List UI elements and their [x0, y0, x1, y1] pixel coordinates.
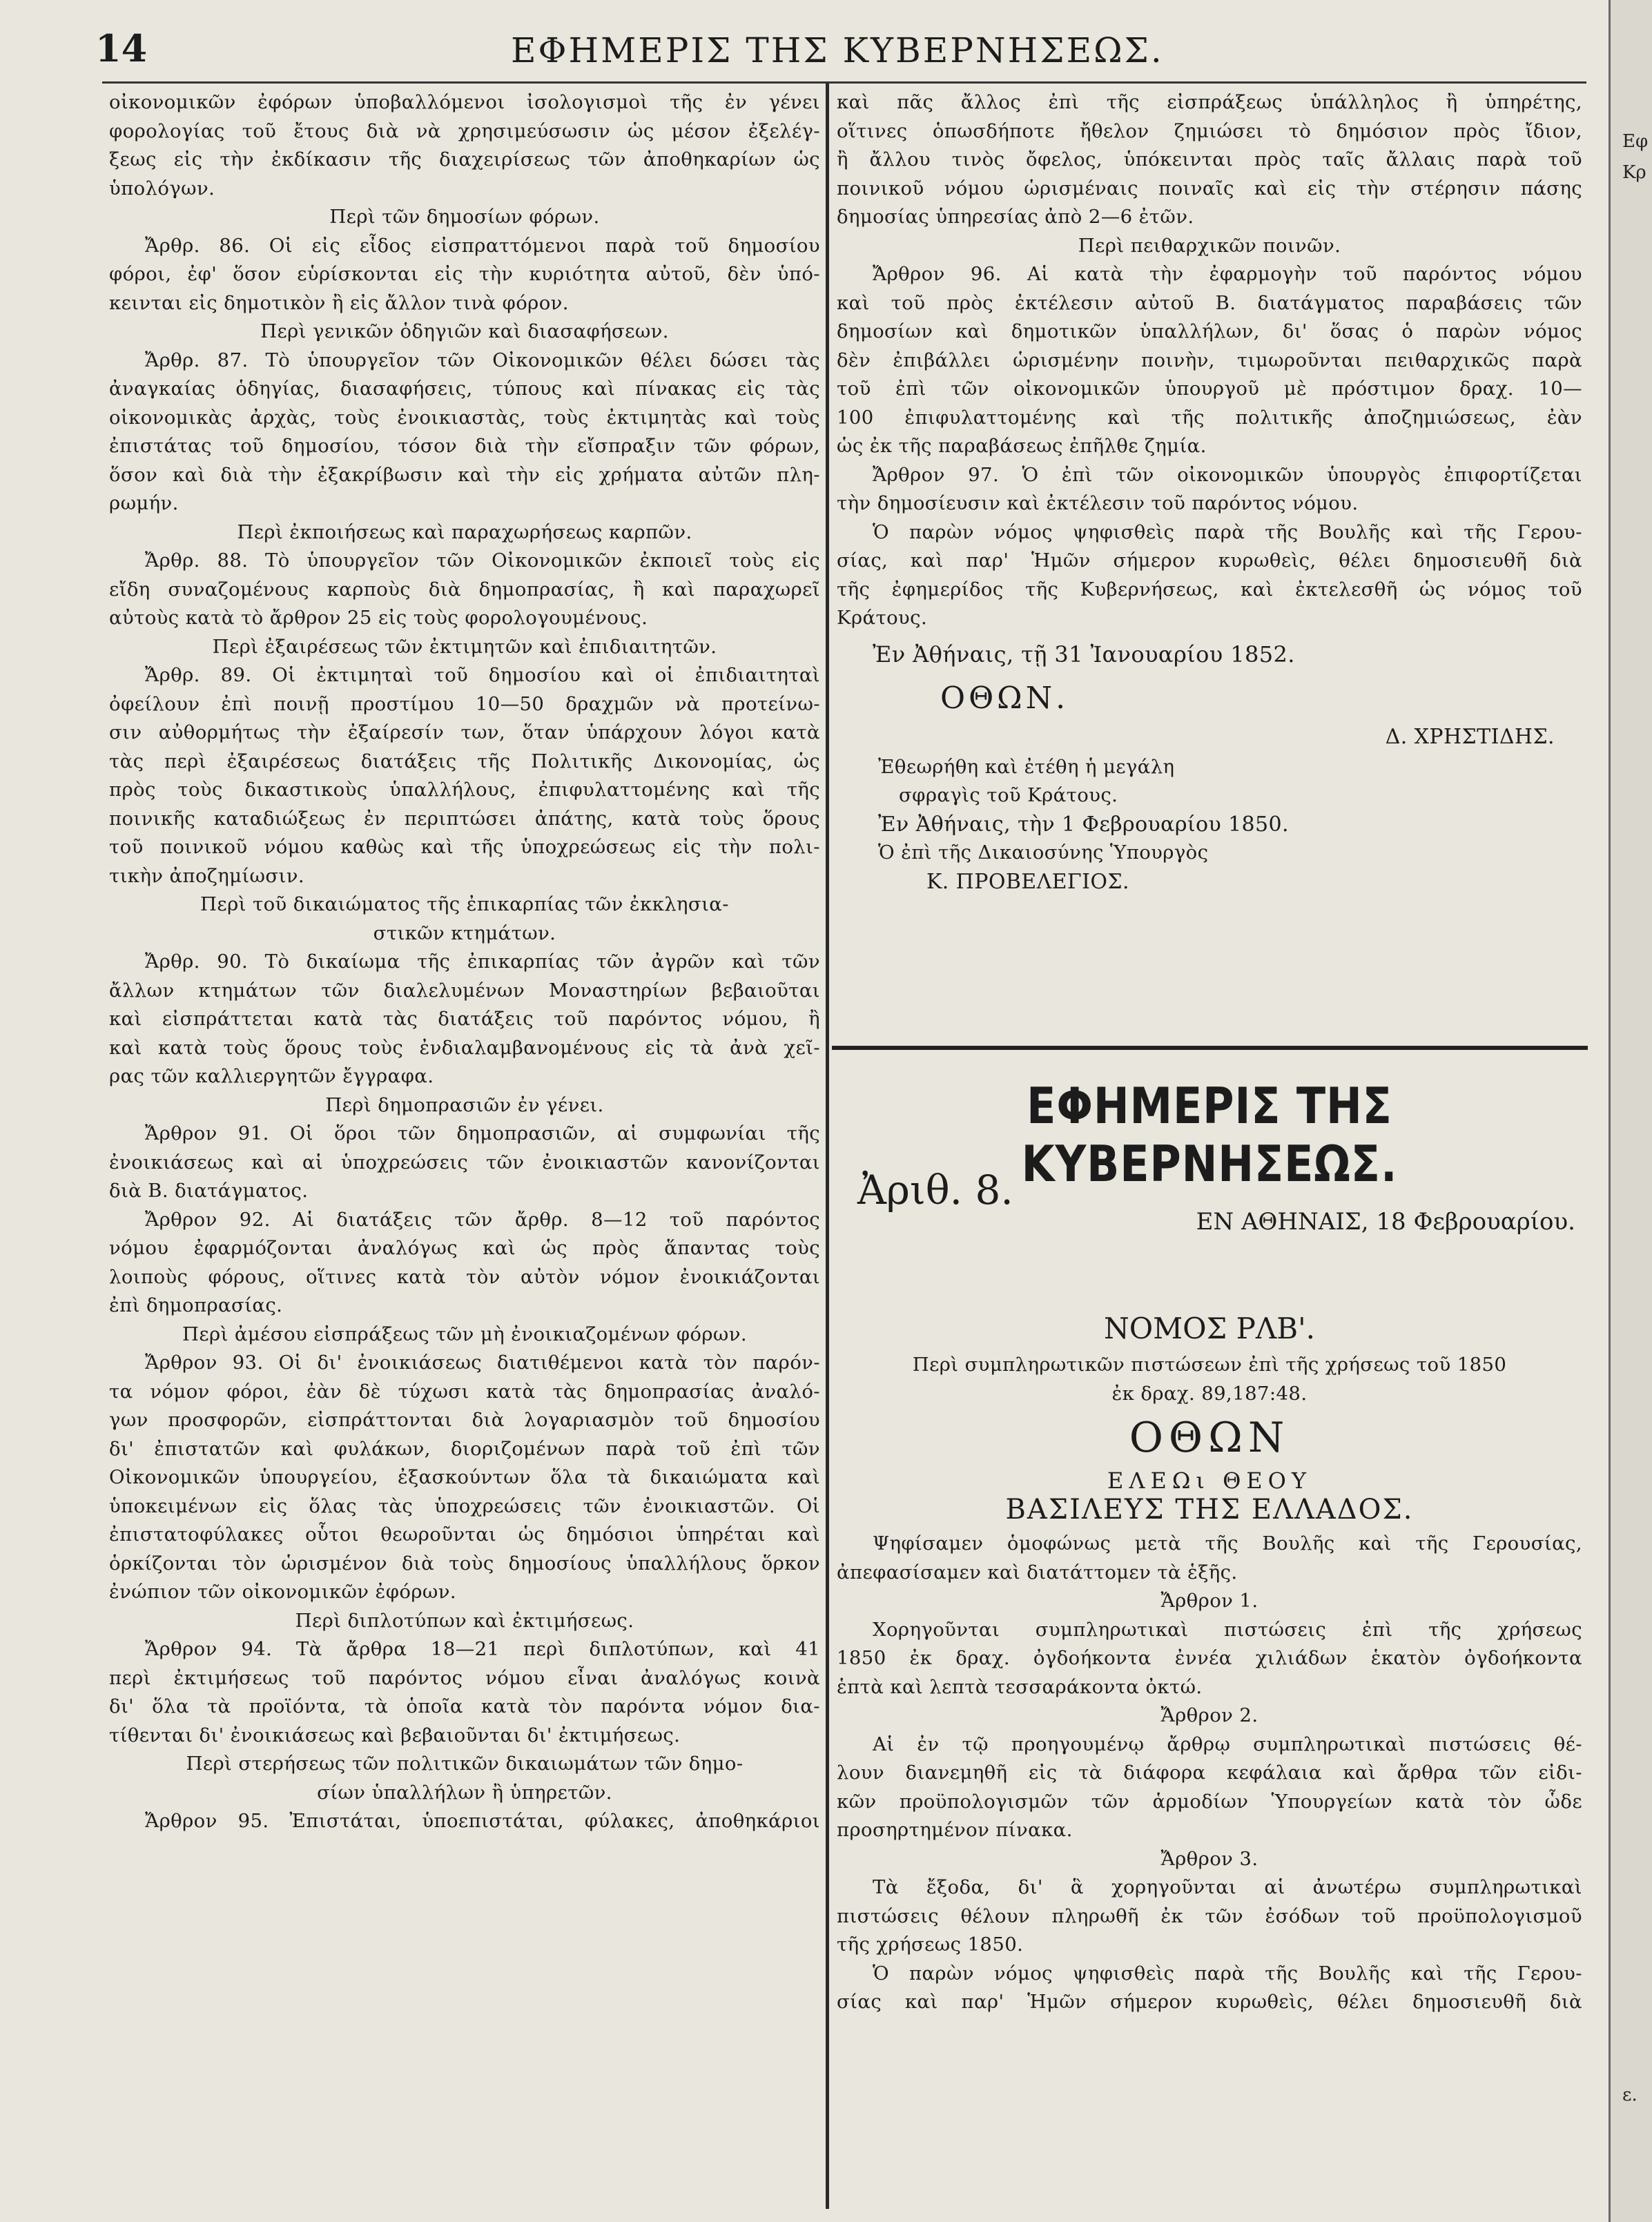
text-line: αὐτοὺς κατὰ τὸ ἄρθρον 25 εἰς τοὺς φορολογουμένους. [109, 607, 648, 629]
edge-fragment: Εφ [1622, 131, 1649, 152]
article-heading: Ἄρθρον 2. [1160, 1704, 1259, 1726]
closing-formula: Ὁ παρὼν νόμος ψηφισθεὶς παρὰ τῆς Βουλῆς καὶ τῆς Γερου- [873, 520, 1582, 543]
edge-fragment: Κρ [1622, 162, 1646, 183]
text-line: Τὰ ἔξοδα, δι' ἃ χορηγοῦνται αἱ ἀνωτέρω συμπληρωτικαὶ [873, 1876, 1582, 1898]
text-line: νόμου ἐφαρμόζονται ἀναλόγως καὶ ὡς πρὸς ἅπαντας τοὺς [109, 1237, 820, 1259]
article-93: Ἄρθρον 93. Οἱ δι' ἐνοικιάσεως διατιθέμενοι κατὰ τὸν παρόν- [145, 1352, 820, 1374]
text-line: ρας τῶν καλλιεργητῶν ἔγγραφα. [109, 1065, 434, 1087]
text-line: ἄλλων κτημάτων τῶν διαλελυμένων Μοναστηρίων βεβαιοῦται [109, 979, 820, 1002]
text-line: πιστώσεις θέλουν πληρωθῆ ἐκ τῶν ἐσόδων τοῦ προϋπολογισμοῦ [837, 1904, 1582, 1927]
text-line: φορολογίας τοῦ ἔτους διὰ νὰ χρησιμεύσωσιν ὡς μέσον ἐξελέγ- [109, 119, 820, 142]
section-heading: Περὶ τῶν δημοσίων φόρων. [329, 206, 600, 228]
text-line: ἐπιστάτας τοῦ δημοσίου, τόσον διὰ τὴν εἴσπραξιν τῶν φόρων, [109, 435, 820, 457]
text-line: Κράτους. [837, 607, 928, 629]
text-line: καὶ εἰσπράττεται κατὰ τὰς διατάξεις τοῦ παρόντος νόμου, ἢ [109, 1008, 820, 1030]
article-90: Ἄρθρ. 90. Τὸ δικαίωμα τῆς ἐπικαρπίας τῶν ἀγρῶν καὶ τῶν [145, 951, 820, 973]
adjacent-page-edge [1609, 0, 1652, 2222]
text-line: σιν αὐθορμήτως τὴν ἐξαίρεσίν των, ὅταν ὑπάρχουν λόγοι κατὰ [109, 721, 820, 743]
text-line: τοῦ ποινικοῦ νόμου καθὼς καὶ τῆς ὑποχρεώσεως εἰς τὴν πολι- [109, 836, 820, 858]
text-line: ὑποκειμένων εἰς ὅλας τὰς ὑποχρεώσεις τῶν ἐνοικιαστῶν. Οἱ [109, 1494, 820, 1517]
issue-date: ΕΝ ΑΘΗΝΑΙΣ, 18 Φεβρουαρίου. [1196, 1208, 1575, 1236]
text-line: Ὁ παρὼν νόμος ψηφισθεὶς παρὰ τῆς Βουλῆς καὶ τῆς Γερου- [873, 1962, 1582, 1985]
section-rule [832, 1046, 1588, 1050]
text-line: προσηρτημένον πίνακα. [837, 1819, 1073, 1841]
text-line: ἐνοικιάσεως καὶ αἱ ὑποχρεώσεις τῶν ἐνοικιαστῶν κανονίζονται [109, 1151, 820, 1173]
section-heading: Περὶ στερήσεως τῶν πολιτικῶν δικαιωμάτων τῶν δημο- [186, 1753, 744, 1775]
text-line: ἢ ἄλλου τινὸς ὄφελος, ὑπόκεινται πρὸς ταῖς ἄλλαις παρὰ τοῦ [837, 148, 1582, 170]
text-line: ξεως εἰς τὴν ἐκδίκασιν τῆς διαχειρίσεως τῶν ἀποθηκαρίων ὡς [109, 148, 820, 170]
article-95: Ἄρθρον 95. Ἐπιστάται, ὑποεπιστάται, φύλακες, ἀποθηκάριοι [145, 1810, 820, 1832]
article-87: Ἄρθρ. 87. Τὸ ὑπουργεῖον τῶν Οἰκονομικῶν θέλει δώσει τὰς [145, 349, 820, 371]
text-line: οἰκονομικὰς ἀρχὰς, τοὺς ἐνοικιαστὰς, τοὺς ἐκτιμητὰς καὶ τοὺς [109, 406, 820, 429]
article-96: Ἄρθρον 96. Αἱ κατὰ τὴν ἐφαρμογὴν τοῦ παρόντος νόμου [873, 263, 1582, 285]
text-line: ὅσον καὶ διὰ τὴν ἐξακρίβωσιν καὶ τὴν εἰς χρήματα αὐτῶν πλη- [109, 463, 820, 486]
text-line: λουν διανεμηθῆ εἰς τὰ διάφορα κεφάλαια καὶ ἄρθρα τῶν εἰδι- [837, 1762, 1582, 1784]
text-line: τικὴν ἀποζημίωσιν. [109, 864, 304, 887]
section-heading: Περὶ ἀμέσου εἰσπράξεως τῶν μὴ ἐνοικιαζομένων φόρων. [182, 1323, 747, 1345]
text-line: ἀναγκαίας ὁδηγίας, διασαφήσεις, τύπους καὶ πίνακας εἰς τὰς [109, 378, 820, 400]
right-column [837, 88, 1582, 896]
law-preamble: Ψηφίσαμεν ὁμοφώνως μετὰ τῆς Βουλῆς καὶ τῆς Γερουσίας, [873, 1532, 1582, 1555]
text-line: τὴν δημοσίευσιν καὶ ἐκτέλεσιν τοῦ παρόντος νόμου. [837, 492, 1359, 514]
text-line: σίας, καὶ παρ' Ἡμῶν σήμερον κυρωθεὶς, θέλει δημοσιευθῆ διὰ [837, 549, 1582, 572]
text-line: 1850 ἐκ δραχ. ὀγδοήκοντα ἐννέα χιλιάδων ἑκατὸν ὀγδοήκοντα [837, 1647, 1582, 1669]
article-heading: Ἄρθρον 1. [1160, 1590, 1259, 1612]
section-heading: Περὶ ἐκποιήσεως καὶ παραχωρήσεως καρπῶν. [237, 520, 692, 543]
issue-number: Ἀριθ. 8. [857, 1167, 1013, 1214]
article-89: Ἄρθρ. 89. Οἱ ἐκτιμηταὶ τοῦ δημοσίου καὶ οἱ ἐπιδιαιτηταὶ [145, 664, 820, 686]
text-line: Χορηγοῦνται συμπληρωτικαὶ πιστώσεις ἐπὶ τῆς χρήσεως [873, 1618, 1582, 1641]
left-column [109, 88, 820, 1836]
text-line: δι' ἐπιστατῶν καὶ φυλάκων, διοριζομένων παρὰ τοῦ ἐπὶ τῶν [109, 1437, 820, 1460]
section-heading: Περὶ δημοπρασιῶν ἐν γένει. [325, 1093, 604, 1116]
article-97: Ἄρθρον 97. Ὁ ἐπὶ τῶν οἰκονομικῶν ὑπουργὸς ἐπιφορτίζεται [873, 463, 1582, 486]
text-line: ὑπολόγων. [109, 177, 215, 199]
section-heading: Περὶ γενικῶν ὁδηγιῶν καὶ διασαφήσεων. [260, 320, 669, 342]
law-preamble: ἀπεφασίσαμεν καὶ διατάττομεν τὰ ἑξῆς. [837, 1561, 1238, 1583]
text-line: τίθενται δι' ἐνοικιάσεως καὶ βεβαιοῦνται δι' ἐκτιμήσεως. [109, 1724, 681, 1746]
text-line: 100 ἐπιφυλαττομένης καὶ τῆς πολιτικῆς ἀποζημιώσεως, ἐὰν [837, 406, 1582, 429]
gazette-masthead: ΕΦΗΜΕΡΙΣ ΤΗΣ ΚΥΒΕΡΝΗΣΕΩΣ. [1021, 1077, 1398, 1193]
page-number: 14 [95, 26, 148, 70]
text-line: δημοσίων καὶ δημοτικῶν ὑπαλλήλων, δι' ὅσας ὁ παρὼν νόμος [837, 320, 1582, 342]
seal-line: Ἐθεωρήθη καὶ ἐτέθη ἡ μεγάλη [878, 755, 1175, 778]
text-line: σίας καὶ παρ' Ἡμῶν σήμερον κυρωθεὶς, θέλει δημοσιευθῆ διὰ [837, 1991, 1582, 2013]
law-grace: ΕΛΕΩι ΘΕΟΥ [1107, 1468, 1312, 1494]
text-line: ἐπὶ δημοπρασίας. [109, 1294, 283, 1316]
text-line: τα νόμον φόροι, ἐὰν δὲ τύχωσι κατὰ τὰς δημοπρασίας ἀναλό- [109, 1380, 820, 1403]
law-subject: Περὶ συμπληρωτικῶν πιστώσεων ἐπὶ τῆς χρήσεως τοῦ 1850 [912, 1354, 1507, 1376]
article-92: Ἄρθρον 92. Αἱ διατάξεις τῶν ἄρθρ. 8—12 τοῦ παρόντος [145, 1208, 820, 1231]
text-line: Οἰκονομικῶν ὑπουργείου, ἐξασκούντων ὅλα τὰ δικαιώματα καὶ [109, 1466, 820, 1488]
section-heading: στικῶν κτημάτων. [373, 922, 556, 944]
law-number: ΝΟΜΟΣ ΡΛΒ'. [1103, 1312, 1316, 1345]
text-line: γων προσφορῶν, εἰσπράττονται διὰ λογαριασμὸν τοῦ δημοσίου [109, 1409, 820, 1431]
text-line: τὰς περὶ ἐξαιρέσεως διατάξεις τῆς Πολιτικῆς Δικονομίας, ὡς [109, 750, 820, 772]
text-line: δημοσίας ὑπηρεσίας ἀπὸ 2—6 ἐτῶν. [837, 206, 1194, 228]
signature-king: ΟΘΩΝ. [940, 680, 1069, 716]
section-heading: Περὶ πειθαρχικῶν ποινῶν. [1078, 234, 1341, 257]
column-divider [826, 83, 829, 2209]
law-subject: ἐκ δραχ. 89,187:48. [1111, 1382, 1308, 1405]
article-91: Ἄρθρον 91. Οἱ ὅροι τῶν δημοπρασιῶν, αἱ συμφωνίαι τῆς [145, 1122, 820, 1144]
seal-date: Ἐν Ἀθήναις, τὴν 1 Φεβρουαρίου 1850. [878, 812, 1289, 837]
text-line: ποινικοῦ νόμου ὡρισμέναις ποιναῖς καὶ εἰς τὴν στέρησιν πάσης [837, 177, 1582, 199]
law-basileus: ΒΑΣΙΛΕΥΣ ΤΗΣ ΕΛΛΑΔΟΣ. [1005, 1494, 1414, 1526]
text-line: ἑπτὰ καὶ λεπτὰ τεσσαράκοντα ὀκτώ. [837, 1675, 1203, 1698]
law-section [837, 1312, 1582, 2017]
justice-minister-title: Ὁ ἐπὶ τῆς Δικαιοσύνης Ὑπουργὸς [878, 841, 1209, 864]
seal-line: σφραγὶς τοῦ Κράτους. [899, 784, 1118, 806]
text-line: ὡς ἐκ τῆς παραβάσεως ἐπῆλθε ζημία. [837, 435, 1207, 457]
text-line: καὶ πᾶς ἄλλος ἐπὶ τῆς εἰσπράξεως ὑπάλληλος ἢ ὑπηρέτης, [837, 91, 1582, 113]
signature-minister: Δ. ΧΡΗΣΤΙΔΗΣ. [1385, 724, 1555, 749]
text-line: οἰκονομικῶν ἐφόρων ὑποβαλλόμενοι ἰσολογισμοὶ τῆς ἐν γένει [109, 91, 820, 113]
text-line: λοιποὺς φόρους, οἵτινες κατὰ τὸν αὐτὸν νόμον ἐνοικιάζονται [109, 1265, 820, 1288]
section-heading: σίων ὑπαλλήλων ἢ ὑπηρετῶν. [317, 1781, 612, 1804]
text-line: τοῦ ἐπὶ τῶν οἰκονομικῶν ὑπουργοῦ μὲ πρόστιμον δραχ. 10— [837, 378, 1582, 400]
text-line: κεινται εἰς δημοτικὸν ἢ εἰς ἄλλον τινὰ φόρον. [109, 291, 569, 314]
article-94: Ἄρθρον 94. Τὰ ἄρθρα 18—21 περὶ διπλοτύπων, καὶ 41 [145, 1638, 820, 1660]
text-line: ἐνώπιον τῶν οἰκονομικῶν ἐφόρων. [109, 1581, 456, 1603]
text-line: δὲν ἐπιβάλλει ὡρισμένην ποινὴν, τιμωροῦνται πειθαρχικῶς παρὰ [837, 349, 1582, 371]
page-header-title: ΕΦΗΜΕΡΙΣ ΤΗΣ ΚΥΒΕΡΝΗΣΕΩΣ. [511, 30, 1164, 70]
text-line: ἐπιστατοφύλακες οὗτοι θεωροῦνται ὡς δημόσιοι ὑπηρέται καὶ [109, 1523, 820, 1546]
text-line: τῆς χρήσεως 1850. [837, 1933, 1024, 1956]
justice-minister-name: Κ. ΠΡΟΒΕΛΕΓΙΟΣ. [926, 869, 1129, 894]
text-line: οἵτινες ὁπωσδήποτε ἤθελον ζημιώσει τὸ δημόσιον πρὸς ἴδιον, [837, 119, 1582, 142]
text-line: καὶ κατὰ τοὺς ὅρους τοὺς ἐνδιαλαμβανομένους εἰς τὰ ἀνὰ χεῖ- [109, 1036, 820, 1059]
text-line: Αἱ ἐν τῷ προηγουμένῳ ἄρθρῳ συμπληρωτικαὶ πιστώσεις θέ- [873, 1733, 1582, 1755]
text-line: διὰ Β. διατάγματος. [109, 1180, 309, 1202]
header-rule [102, 81, 1586, 84]
text-line: κῶν προϋπολογισμῶν τῶν ἁρμοδίων Ὑπουργείων κατὰ τὸν ὧδε [837, 1790, 1582, 1813]
text-line: καὶ τοῦ πρὸς ἐκτέλεσιν αὐτοῦ Β. διατάγματος παραβάσεις τῶν [837, 291, 1582, 314]
text-line: ὁρκίζονται τὸν ὡρισμένον διὰ τοὺς δημοσίους ὑπαλλήλους ὅρκον [109, 1552, 820, 1575]
edge-fragment: ε. [1622, 2085, 1638, 2105]
section-heading: Περὶ τοῦ δικαιώματος τῆς ἐπικαρπίας τῶν ἐκκλησια- [200, 893, 729, 915]
text-line: εἴδη συναζομένους καρποὺς διὰ δημοπρασίας, ἢ καὶ παραχωρεῖ [109, 578, 820, 601]
text-line: πρὸς τοὺς δικαστικοὺς ὑπαλλήλους, ἐπιφυλαττομένης καὶ τῆς [109, 779, 820, 801]
article-88: Ἄρθρ. 88. Τὸ ὑπουργεῖον τῶν Οἰκονομικῶν ἐκποιεῖ τοὺς εἰς [145, 549, 820, 572]
issue-row [837, 1167, 1582, 1249]
section-heading: Περὶ διπλοτύπων καὶ ἐκτιμήσεως. [295, 1609, 634, 1632]
text-line: δι' ὅλα τὰ προϊόντα, τὰ ὁποῖα κατὰ τὸν παρόντα νόμον δια- [109, 1695, 820, 1717]
text-line: φόροι, ἐφ' ὅσον εὑρίσκονται εἰς τὴν κυριότητα αὐτοῦ, δὲν ὑπό- [109, 263, 820, 285]
section-heading: Περὶ ἐξαιρέσεως τῶν ἐκτιμητῶν καὶ ἐπιδιαιτητῶν. [212, 635, 717, 658]
article-heading: Ἄρθρον 3. [1160, 1847, 1259, 1870]
article-86: Ἄρθρ. 86. Οἱ εἰς εἶδος εἰσπραττόμενοι παρὰ τοῦ δημοσίου [145, 234, 820, 257]
text-line: ὀφείλουν ἐπὶ ποινῇ προστίμου 10—50 δραχμῶν νὰ προτείνω- [109, 692, 820, 715]
law-king: ΟΘΩΝ [1129, 1414, 1290, 1462]
text-line: ποινικῆς καταδιώξεως ἐν περιπτώσει ἀπάτης, κατὰ τοὺς ὅρους [109, 807, 820, 830]
signature-place-date: Ἐν Ἀθήναις, τῇ 31 Ἰανουαρίου 1852. [873, 641, 1295, 667]
text-line: περὶ ἐκτιμήσεως τοῦ παρόντος νόμου εἶναι ἀναλόγως κοινὰ [109, 1666, 820, 1689]
text-line: τῆς ἐφημερίδος τῆς Κυβερνήσεως, καὶ ἐκτελεσθῆ ὡς νόμος τοῦ [837, 578, 1582, 601]
text-line: ρωμήν. [109, 492, 179, 514]
